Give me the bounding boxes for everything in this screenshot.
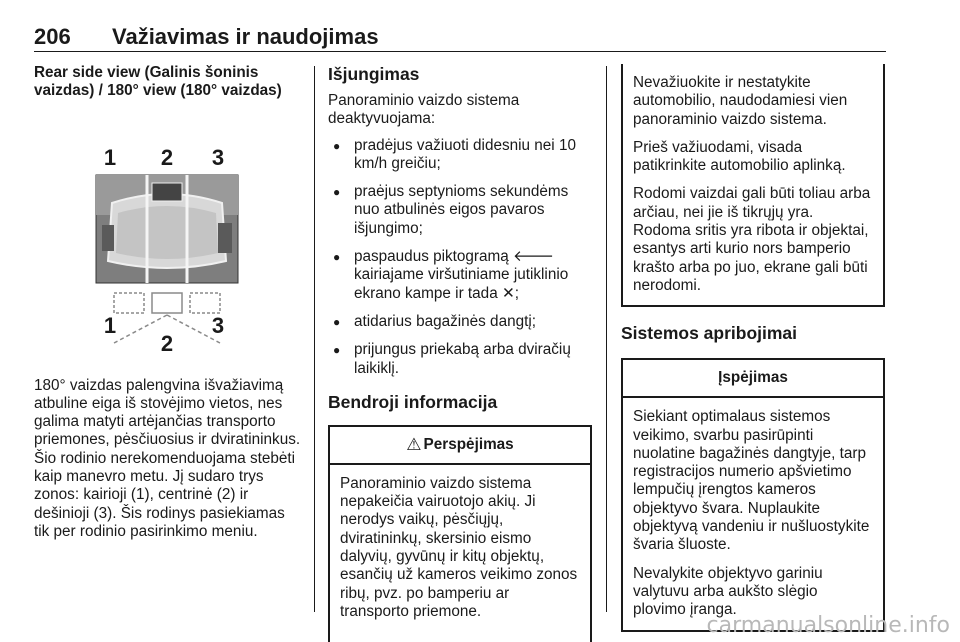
section-heading-rear-view: Rear side view (Galinis šoninis vaizdas) / 180° view (180° vaizdas) bbox=[34, 64, 282, 100]
deactivation-intro: Panoraminio vaizdo sistema deaktyvuojama: bbox=[328, 92, 520, 128]
column-divider-2 bbox=[606, 66, 607, 612]
warning-box bbox=[328, 425, 592, 642]
warning-box-body bbox=[330, 465, 590, 642]
warning-paragraph: Rodomi vaizdai gali būti toliau arba arčiau, nei jie iš tikrųjų yra. Rodoma sritis yra ribota ir objektai, esantys arti kurio nors bamperio krašto arba po juo, ekrane gali būti nerodomi. bbox=[633, 185, 871, 294]
caution-box bbox=[621, 358, 885, 631]
column-right bbox=[621, 64, 887, 632]
warning-paragraph: Nevažiuokite ir nestatykite automobilio, naudodamiesi vien panoraminio vaizdo sistema. bbox=[633, 74, 848, 128]
warning-text: Panoraminio vaizdo sistema nepakeičia vairuotojo akių. Ji nerodys vaikų, pėsčiųjų, dviratininkų, skersinio eismo dalyvių, gyvūnų ir kitų objektų, esančių už kameros veikimo zonos ribų, pvz. po bamperiu ar transporto priemone. bbox=[340, 474, 578, 620]
section-heading-general-info: Bendroji informacija bbox=[328, 391, 498, 412]
camera-view-illustration bbox=[94, 143, 240, 353]
caution-box-body bbox=[623, 398, 883, 629]
figure-label-bottom-2: 2 bbox=[160, 330, 174, 353]
list-item: ● atidarius bagažinės dangtį; bbox=[328, 313, 594, 331]
figure-label-bottom-3: 3 bbox=[211, 312, 225, 338]
column-left bbox=[34, 64, 304, 541]
chapter-title: Važiavimas ir naudojimas bbox=[112, 24, 379, 49]
list-item: ● prijungus priekabą arba dviračių laikiklį. bbox=[328, 341, 594, 378]
warning-box-title: Perspėjimas bbox=[423, 435, 514, 453]
caution-box-title: Įspėjimas bbox=[718, 369, 788, 387]
page-header bbox=[34, 22, 886, 52]
warning-box-header bbox=[330, 427, 590, 465]
list-item: ● pradėjus važiuoti didesniu nei 10 km/h greičiu; bbox=[328, 137, 594, 174]
warning-triangle-icon: ⚠ bbox=[406, 434, 422, 454]
list-item: ● praėjus septynioms sekundėms nuo atbulinės eigos pavaros išjungimo; bbox=[328, 183, 594, 238]
section-heading-deactivation: Išjungimas bbox=[328, 64, 420, 84]
column-divider-1 bbox=[314, 66, 315, 612]
warning-continued-body bbox=[623, 64, 883, 305]
figure-label-top-3: 3 bbox=[211, 144, 225, 170]
site-watermark: carmanualsonline.info bbox=[706, 613, 950, 638]
figure-label-top-2: 2 bbox=[160, 144, 174, 170]
warning-box-continued bbox=[621, 64, 885, 307]
caution-paragraph: Siekiant optimalaus sistemos veikimo, svarbu pasirūpinti nuolatine bagažinės dangtyje, tarp registracijos numerio apšvietimo lempučių įrengtos kameros objektyvo švara. Nuplaukite objektyvą vandeniu ir nušluostykite švaria šluoste. bbox=[633, 408, 870, 554]
caution-box-header bbox=[623, 360, 883, 398]
section-heading-limitations: Sistemos apribojimai bbox=[621, 323, 798, 344]
figure-label-top-1: 1 bbox=[103, 144, 117, 170]
page-number: 206 bbox=[34, 24, 71, 49]
camera-view-figure bbox=[94, 143, 240, 353]
deactivation-list bbox=[328, 137, 594, 378]
column-middle bbox=[328, 64, 594, 642]
warning-paragraph: Prieš važiuodami, visada patikrinkite automobilio aplinką. bbox=[633, 138, 846, 175]
list-item: ● paspaudus piktogramą 🡐 kairiajame viršutiniame jutiklinio ekrano kampe ir tada ✕; bbox=[328, 248, 594, 303]
caution-paragraph: Nevalykite objektyvo gariniu valytuvu arba aukšto slėgio plovimo įranga. bbox=[633, 564, 823, 619]
figure-label-bottom-1: 1 bbox=[103, 312, 117, 338]
rear-view-description: 180° vaizdas palengvina išvažiavimą atbuline eiga iš stovėjimo vietos, nes galima matyti artėjančias transporto priemones, pėsčiuosius ir dviratininkus. Šio rodinio nerekomenduojama stebėti kaip manevro metu. Jį sudaro trys zonos: kairioji (1), centrinė (2) ir dešinioji (3). Šis rodinys pasiekiamas tik per rodinio pasirinkimo meniu. bbox=[34, 376, 301, 540]
